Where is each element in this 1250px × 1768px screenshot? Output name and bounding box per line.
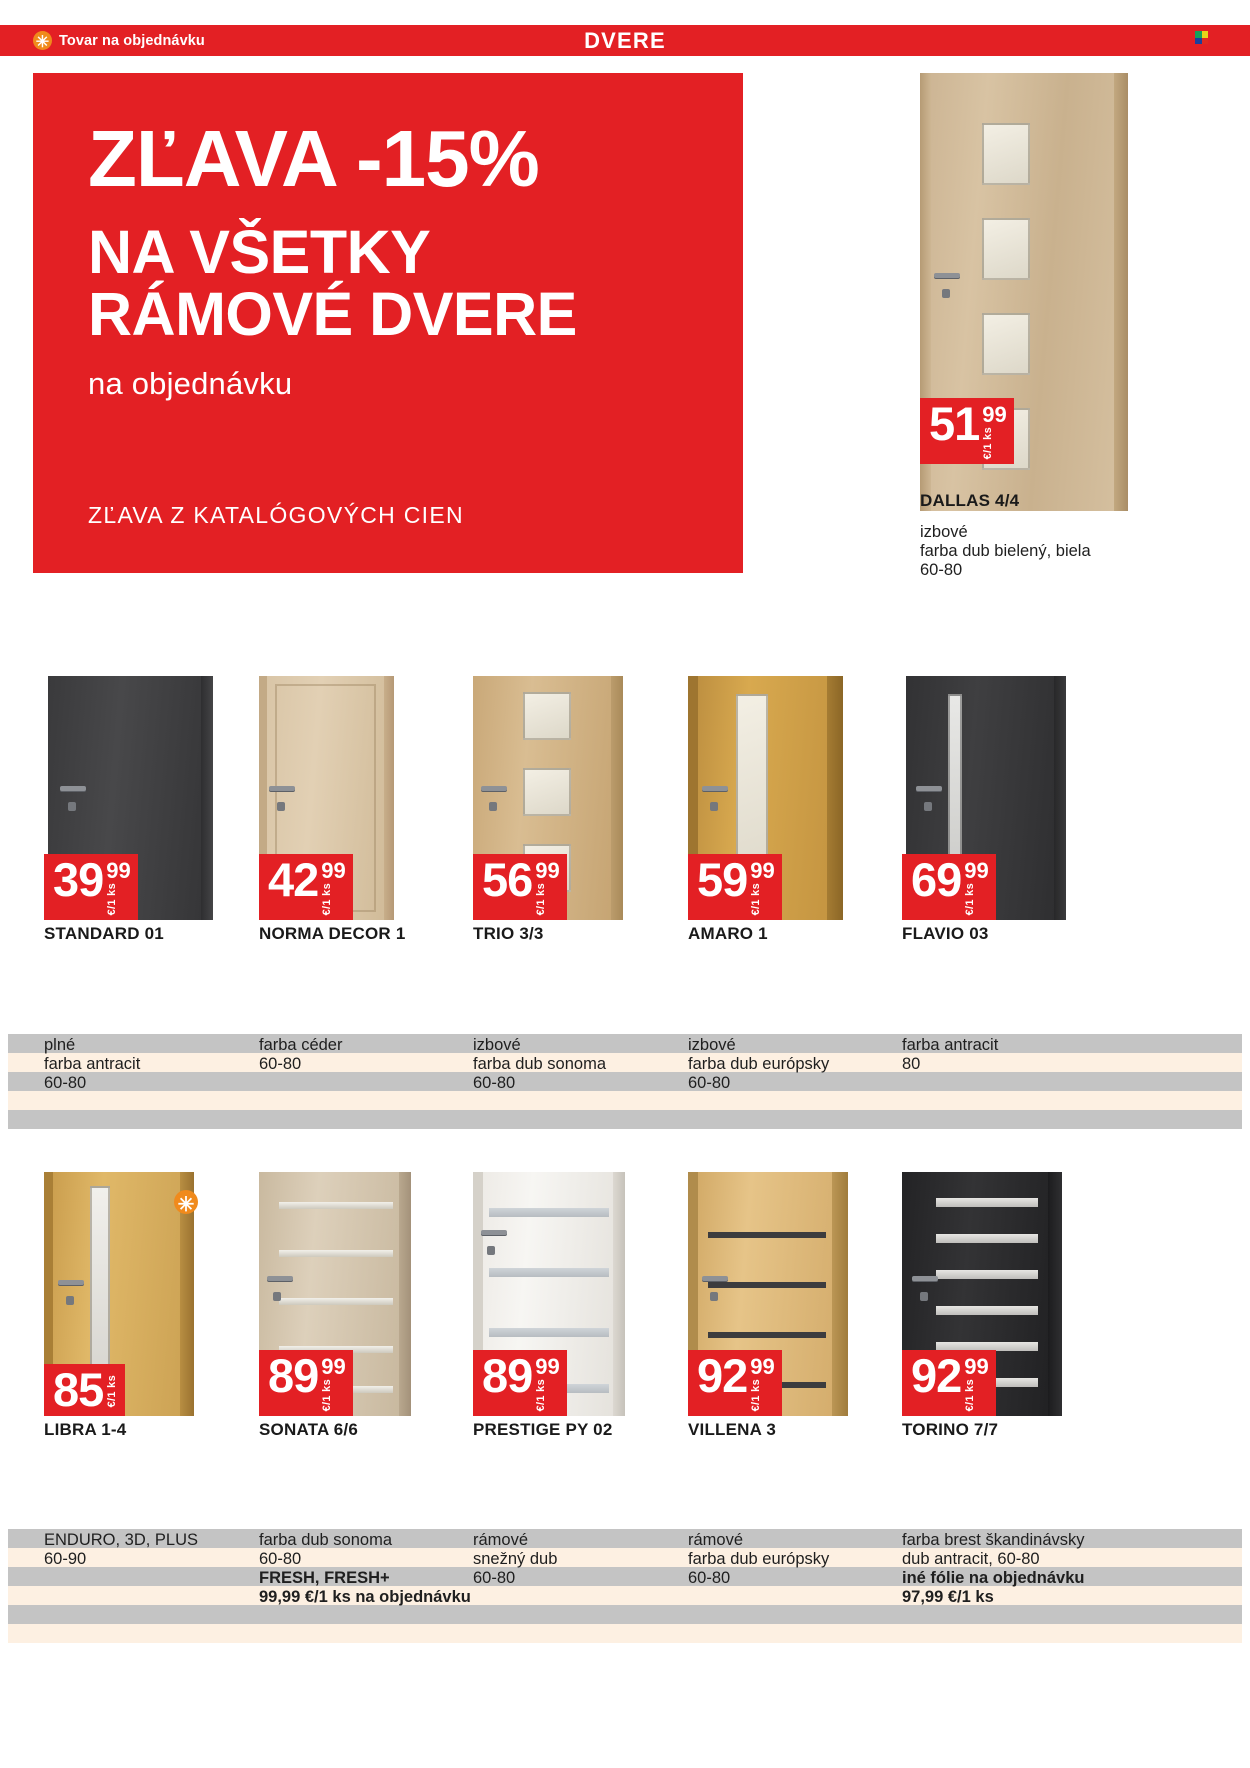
product-desc-trio-3-3 [473, 1036, 713, 1093]
product-card-trio-3-3[interactable] [473, 676, 686, 944]
page-title: DVERE [584, 27, 666, 53]
product-name-villena-3: VILLENA 3 [688, 1420, 777, 1439]
price-tag-flavio-03 [902, 854, 996, 920]
top-bar [0, 25, 1250, 56]
product-desc-line-bold: 99,99 €/1 ks na objednávku [259, 1588, 471, 1606]
price-decimal: 99 [964, 1353, 989, 1379]
product-name-standard-01: STANDARD 01 [44, 924, 164, 943]
product-desc-line: farba brest škandinávsky [902, 1531, 1085, 1549]
price-integer: 85 [53, 1362, 104, 1416]
product-desc-sonata-6-6 [259, 1531, 499, 1607]
product-desc-line: farba antracit [902, 1036, 999, 1054]
product-desc-line: izbové [473, 1036, 521, 1054]
product-name-torino-7-7: TORINO 7/7 [902, 1420, 999, 1439]
product-desc-line: rámové [688, 1531, 744, 1549]
feature-product-dallas[interactable] [920, 73, 1155, 579]
product-desc-line: 80 [902, 1055, 921, 1073]
product-desc-line: izbové [920, 523, 968, 541]
product-desc-line: farba antracit [44, 1055, 141, 1073]
price-unit: €/1 ks [535, 1378, 548, 1411]
product-card-prestige-py-02[interactable] [473, 1172, 686, 1440]
price-decimal: 99 [982, 401, 1007, 427]
product-desc-line: 60-80 [473, 1074, 516, 1092]
registration-mark-icon [1195, 31, 1208, 44]
promo-subtitle: na objednávku [88, 366, 293, 402]
price-decimal: 99 [321, 1353, 346, 1379]
product-desc-line: rámové [473, 1531, 529, 1549]
price-decimal: 99 [750, 1353, 775, 1379]
product-desc-line: dub antracit, 60-80 [902, 1550, 1040, 1568]
product-desc-line: 60-80 [688, 1074, 731, 1092]
price-unit: €/1 ks [964, 882, 977, 915]
product-desc-line: farba dub bielený, biela [920, 542, 1091, 560]
product-name-amaro-1: AMARO 1 [688, 924, 768, 943]
price-decimal: 99 [106, 857, 131, 883]
price-unit: €/1 ks [321, 1378, 334, 1411]
product-desc-line: farba dub európsky [688, 1550, 830, 1568]
price-tag-prestige-py-02 [473, 1350, 567, 1416]
price-integer: 89 [268, 1348, 319, 1402]
price-unit: €/1 ks [106, 882, 119, 915]
product-card-sonata-6-6[interactable] [259, 1172, 472, 1440]
promo-banner [33, 73, 743, 573]
price-tag-libra-1-4 [44, 1364, 125, 1416]
product-desc-line: 60-90 [44, 1550, 87, 1568]
price-tag-amaro-1 [688, 854, 782, 920]
product-desc-standard-01 [44, 1036, 284, 1093]
price-decimal: 99 [964, 857, 989, 883]
product-name-norma-decor-1: NORMA DECOR 1 [259, 924, 406, 943]
product-desc-libra-1-4 [44, 1531, 284, 1569]
product-desc-line: 60-80 [920, 561, 963, 579]
product-desc-line-bold: 97,99 €/1 ks [902, 1588, 994, 1606]
price-unit: €/1 ks [535, 882, 548, 915]
price-integer: 51 [929, 396, 980, 450]
price-unit: €/1 ks [750, 1378, 763, 1411]
product-desc-line: 60-80 [473, 1569, 516, 1587]
product-name-flavio-03: FLAVIO 03 [902, 924, 989, 943]
product-desc-villena-3 [688, 1531, 928, 1588]
price-unit: €/1 ks [321, 882, 334, 915]
product-desc-line-bold: FRESH, FRESH+ [259, 1569, 390, 1587]
product-desc-line: 60-80 [688, 1569, 731, 1587]
product-name-sonata-6-6: SONATA 6/6 [259, 1420, 358, 1439]
price-tag-norma-decor-1 [259, 854, 353, 920]
price-integer: 42 [268, 852, 319, 906]
order-note-label: Tovar na objednávku [59, 32, 205, 49]
product-desc-torino-7-7 [902, 1531, 1202, 1607]
product-desc-line: farba dub európsky [688, 1055, 830, 1073]
price-decimal: 99 [750, 857, 775, 883]
price-integer: 92 [911, 1348, 962, 1402]
product-card-villena-3[interactable] [688, 1172, 901, 1440]
price-decimal: 99 [321, 857, 346, 883]
product-desc-line: izbové [688, 1036, 736, 1054]
price-tag-torino-7-7 [902, 1350, 996, 1416]
price-integer: 59 [697, 852, 748, 906]
price-unit: €/1 ks [750, 882, 763, 915]
promo-headline: ZĽAVA -15% [88, 114, 539, 203]
price-integer: 89 [482, 1348, 533, 1402]
price-integer: 69 [911, 852, 962, 906]
product-card-standard-01[interactable] [44, 676, 257, 944]
price-integer: 92 [697, 1348, 748, 1402]
product-name-libra-1-4: LIBRA 1-4 [44, 1420, 127, 1439]
product-desc-line: farba dub sonoma [259, 1531, 393, 1549]
product-card-torino-7-7[interactable] [902, 1172, 1115, 1440]
promo-footnote: ZĽAVA Z KATALÓGOVÝCH CIEN [88, 502, 464, 528]
product-desc-line: ENDURO, 3D, PLUS [44, 1531, 199, 1549]
product-desc-line-bold: iné fólie na objednávku [902, 1569, 1085, 1587]
price-unit: €/1 ks [964, 1378, 977, 1411]
product-card-libra-1-4[interactable] [44, 1172, 257, 1440]
product-card-amaro-1[interactable] [688, 676, 901, 944]
promo-subheadline-line1: NA VŠETKY [88, 218, 431, 286]
price-integer: 56 [482, 852, 533, 906]
price-decimal: 99 [535, 857, 560, 883]
product-card-norma-decor-1[interactable] [259, 676, 472, 944]
product-desc-prestige-py-02 [473, 1531, 713, 1588]
product-desc-line: farba dub sonoma [473, 1055, 607, 1073]
product-desc-dallas [920, 523, 1180, 580]
price-tag-standard-01 [44, 854, 138, 920]
order-star-icon-libra: ✳ [174, 1190, 198, 1214]
product-desc-line: 60-80 [259, 1055, 302, 1073]
product-desc-amaro-1 [688, 1036, 928, 1093]
product-name-trio-3-3: TRIO 3/3 [473, 924, 544, 943]
promo-subheadline [88, 218, 743, 349]
price-tag-villena-3 [688, 1350, 782, 1416]
product-desc-line: 60-80 [259, 1550, 302, 1568]
product-desc-line: farba céder [259, 1036, 343, 1054]
price-decimal: 99 [535, 1353, 560, 1379]
product-name-dallas: DALLAS 4/4 [920, 491, 1020, 510]
price-tag-trio-3-3 [473, 854, 567, 920]
product-desc-norma-decor-1 [259, 1036, 499, 1074]
price-tag-dallas [920, 398, 1014, 464]
product-desc-line: snežný dub [473, 1550, 558, 1568]
product-desc-line: 60-80 [44, 1074, 87, 1092]
product-desc-flavio-03 [902, 1036, 1142, 1074]
product-name-prestige-py-02: PRESTIGE PY 02 [473, 1420, 613, 1439]
price-tag-sonata-6-6 [259, 1350, 353, 1416]
promo-subheadline-line2: RÁMOVÉ DVERE [88, 280, 577, 349]
product-desc-line: plné [44, 1036, 76, 1054]
price-unit: €/1 ks [982, 426, 995, 459]
product-card-flavio-03[interactable] [902, 676, 1115, 944]
asterisk-icon: ✳ [33, 31, 52, 50]
price-unit: €/1 ks [106, 1374, 119, 1408]
price-integer: 39 [53, 852, 104, 906]
